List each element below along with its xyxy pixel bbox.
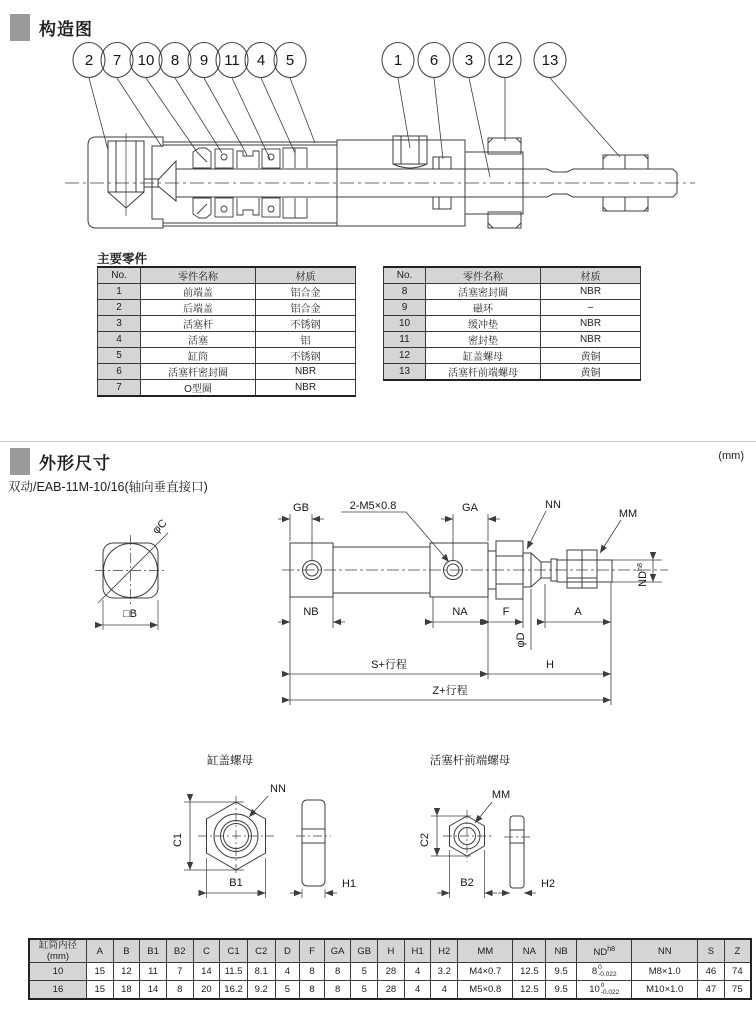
table-row — [98, 364, 356, 380]
nut-label-h1: H1 — [341, 878, 357, 890]
callout-10: 10 — [137, 52, 155, 69]
col-b1: B1 — [140, 939, 167, 963]
table-row — [384, 348, 641, 364]
col-mm: MM — [458, 939, 513, 963]
front-cap-drawing — [337, 136, 523, 228]
table-row — [384, 316, 641, 332]
cell-material: 铝合金 — [256, 284, 356, 300]
section-marker — [10, 448, 30, 475]
dim-label-phi-c: φC — [150, 517, 170, 537]
cell: 8 — [300, 963, 325, 981]
col-gb: GB — [351, 939, 378, 963]
cell-material: 黄铜 — [541, 348, 641, 364]
cell: 8 — [324, 963, 351, 981]
table-row — [384, 300, 641, 316]
cell-no: 7 — [98, 380, 141, 397]
cell-material: 不锈钢 — [256, 316, 356, 332]
cell: 15 — [86, 981, 113, 1000]
cell-no: 3 — [98, 316, 141, 332]
section-divider — [0, 441, 756, 442]
table-row — [98, 316, 356, 332]
col-material: 材质 — [256, 267, 356, 284]
cell-name: 活塞 — [141, 332, 256, 348]
rear-cap-drawing — [88, 133, 176, 228]
nut-label-nn: NN — [270, 783, 286, 795]
nut-label-b2: B2 — [460, 877, 474, 889]
cell: 75 — [724, 981, 751, 1000]
side-view — [282, 541, 668, 599]
dimension-table — [28, 938, 752, 1000]
col-h1: H1 — [404, 939, 431, 963]
cell-bore: 10 — [29, 963, 86, 981]
dim-label-nn: NN — [545, 499, 561, 511]
rod-nut-view — [431, 802, 536, 898]
table-row — [98, 284, 356, 300]
section-header-structure — [10, 14, 93, 41]
col-nb: NB — [546, 939, 577, 963]
col-d: D — [275, 939, 300, 963]
dim-label-nd: $ND^{h8}$ — [637, 563, 649, 587]
cell: 9.2 — [247, 981, 275, 1000]
callout-6: 6 — [429, 52, 439, 69]
cell: 28 — [378, 981, 405, 1000]
col-f: F — [300, 939, 325, 963]
cell: 4 — [404, 963, 431, 981]
table-row-bore-16 — [29, 981, 751, 1000]
cell: 8 — [166, 981, 193, 1000]
cell-name: 缸盖螺母 — [426, 348, 541, 364]
structure-diagram — [0, 40, 756, 247]
table-row — [384, 332, 641, 348]
nut-label-h2: H2 — [540, 878, 556, 890]
col-a: A — [86, 939, 113, 963]
section-title-dimensions: 外形尺寸 — [39, 454, 111, 473]
dim-label-h: H — [546, 659, 554, 671]
table-header-row — [384, 267, 641, 284]
page-title: 构造图 — [39, 20, 93, 39]
col-bore: 缸筒内径 (mm) — [29, 939, 86, 963]
cell: 18 — [113, 981, 140, 1000]
col-b: B — [113, 939, 140, 963]
cell: 20 — [193, 981, 220, 1000]
table-row — [98, 300, 356, 316]
cell-material: 铝 — [256, 332, 356, 348]
table-row — [98, 348, 356, 364]
col-no: No. — [98, 267, 141, 284]
cell: 3.2 — [431, 963, 458, 981]
cell: 12 — [113, 963, 140, 981]
cell-no: 2 — [98, 300, 141, 316]
dimension-lines — [278, 511, 662, 705]
callout-7: 7 — [112, 52, 122, 69]
cell-no: 4 — [98, 332, 141, 348]
col-c1: C1 — [220, 939, 248, 963]
dim-label-phi-d: φD — [515, 632, 527, 648]
cell: M8×1.0 — [632, 963, 698, 981]
cell: 14 — [193, 963, 220, 981]
cell: 11 — [140, 963, 167, 981]
parts-table-right — [383, 266, 641, 381]
nut-label-b1: B1 — [229, 877, 243, 889]
cell: 4 — [431, 981, 458, 1000]
col-b2: B2 — [166, 939, 193, 963]
callout-leader-lines — [89, 78, 620, 177]
section-marker — [10, 14, 30, 41]
callout-13: 13 — [541, 52, 559, 69]
cell: 15 — [86, 963, 113, 981]
cell-no: 8 — [384, 284, 426, 300]
table-row — [384, 364, 641, 381]
cell-no: 12 — [384, 348, 426, 364]
dimension-labels — [123, 499, 649, 697]
callout-1: 1 — [393, 52, 403, 69]
cell: 5 — [275, 981, 300, 1000]
dim-label-square-b: □B — [123, 608, 137, 620]
cell-name: 缸筒 — [141, 348, 256, 364]
section-header-dimensions — [10, 448, 111, 475]
cell-name: 活塞杆前端螺母 — [426, 364, 541, 381]
cell-name: 密封垫 — [426, 332, 541, 348]
cell: M5×0.8 — [458, 981, 513, 1000]
dim-label-na: NA — [452, 606, 468, 618]
dim-label-mm: MM — [618, 508, 638, 520]
cell-material: 铝合金 — [256, 300, 356, 316]
dimension-drawing — [0, 498, 756, 733]
table-row — [98, 380, 356, 397]
cell: 4 — [275, 963, 300, 981]
cell-name: 前端盖 — [141, 284, 256, 300]
cylinder-tube-drawing — [163, 142, 337, 226]
cell-no: 13 — [384, 364, 426, 381]
col-ga: GA — [324, 939, 351, 963]
col-material: 材质 — [541, 267, 641, 284]
callout-numbers — [85, 52, 559, 69]
col-h: H — [378, 939, 405, 963]
cell: 46 — [698, 963, 725, 981]
col-nd: $ND^{h8}$ — [577, 939, 632, 963]
cell-name: 活塞密封圈 — [426, 284, 541, 300]
nut-label-c1: C1 — [172, 832, 184, 848]
table-row-bore-10 — [29, 963, 751, 981]
cell-nd: 10 0 -0.022 — [577, 981, 632, 1000]
cell: 8 — [324, 981, 351, 1000]
nut-label-mm: MM — [491, 789, 511, 801]
col-z: Z — [724, 939, 751, 963]
cell: 7 — [166, 963, 193, 981]
cell: 4 — [404, 981, 431, 1000]
dim-label-ga: GA — [462, 502, 478, 514]
cell-material: NBR — [541, 316, 641, 332]
cell-no: 6 — [98, 364, 141, 380]
nut-label-c2: C2 — [419, 832, 431, 848]
dim-label-a: A — [574, 606, 582, 618]
callout-3: 3 — [464, 52, 474, 69]
col-h2: H2 — [431, 939, 458, 963]
dim-label-thread: 2-M5×0.8 — [349, 500, 397, 512]
callout-8: 8 — [170, 52, 180, 69]
col-name: 零件名称 — [141, 267, 256, 284]
cell: M4×0.7 — [458, 963, 513, 981]
cell: 47 — [698, 981, 725, 1000]
cell-name: O型圈 — [141, 380, 256, 397]
cap-nut-view — [184, 796, 337, 898]
table-row — [384, 284, 641, 300]
dim-label-z-stroke: Z+行程 — [432, 685, 468, 697]
cell: 8 — [300, 981, 325, 1000]
col-nn: NN — [632, 939, 698, 963]
cell: M10×1.0 — [632, 981, 698, 1000]
col-c2: C2 — [247, 939, 275, 963]
col-no: No. — [384, 267, 426, 284]
col-name: 零件名称 — [426, 267, 541, 284]
cell-material: NBR — [541, 284, 641, 300]
table-row — [98, 332, 356, 348]
cell-name: 活塞杆 — [141, 316, 256, 332]
col-na: NA — [513, 939, 546, 963]
table-header-row — [98, 267, 356, 284]
cell: 28 — [378, 963, 405, 981]
cell-name: 活塞杆密封圈 — [141, 364, 256, 380]
callout-11: 11 — [224, 52, 240, 69]
dim-label-s-stroke: S+行程 — [371, 659, 407, 671]
cell-material: NBR — [256, 380, 356, 397]
cell: 12.5 — [513, 963, 546, 981]
col-s: S — [698, 939, 725, 963]
callout-5: 5 — [285, 52, 295, 69]
cap-nut-title: 缸盖螺母 — [207, 755, 253, 767]
dim-label-f: F — [502, 606, 510, 618]
cell-nd: 8 0 -0.022 — [577, 963, 632, 981]
callout-2: 2 — [84, 52, 94, 69]
cell: 11.5 — [220, 963, 248, 981]
cell-no: 9 — [384, 300, 426, 316]
nut-drawings — [0, 750, 756, 910]
callout-4: 4 — [256, 52, 266, 69]
dim-label-nb: NB — [303, 606, 319, 618]
callout-9: 9 — [199, 52, 209, 69]
cell-material: 黄铜 — [541, 364, 641, 381]
cell-name: 磁环 — [426, 300, 541, 316]
rod-nut-title: 活塞杆前端螺母 — [429, 755, 511, 767]
cell-material: 不锈钢 — [256, 348, 356, 364]
cell-material: NBR — [256, 364, 356, 380]
cell-name: 缓冲垫 — [426, 316, 541, 332]
cell: 5 — [351, 963, 378, 981]
table-header-row — [29, 939, 751, 963]
cell: 14 — [140, 981, 167, 1000]
cell: 74 — [724, 963, 751, 981]
dim-label-gb: GB — [293, 502, 309, 514]
cell: 9.5 — [546, 981, 577, 1000]
cell-name: 后端盖 — [141, 300, 256, 316]
cell-bore: 16 — [29, 981, 86, 1000]
unit-note: (mm) — [718, 450, 744, 462]
cell-no: 1 — [98, 284, 141, 300]
cell-no: 10 — [384, 316, 426, 332]
cell-no: 5 — [98, 348, 141, 364]
col-c: C — [193, 939, 220, 963]
callout-12: 12 — [496, 52, 514, 69]
parts-table-left — [97, 266, 356, 397]
cell-material: NBR — [541, 332, 641, 348]
cell: 16.2 — [220, 981, 248, 1000]
cell-material: – — [541, 300, 641, 316]
cell: 8.1 — [247, 963, 275, 981]
cell: 5 — [351, 981, 378, 1000]
model-subtitle: 双动/EAB-11M-10/16(轴向垂直接口) — [8, 480, 208, 494]
cell: 9.5 — [546, 963, 577, 981]
cell-no: 11 — [384, 332, 426, 348]
cell: 12.5 — [513, 981, 546, 1000]
parts-heading: 主要零件 — [97, 252, 148, 266]
